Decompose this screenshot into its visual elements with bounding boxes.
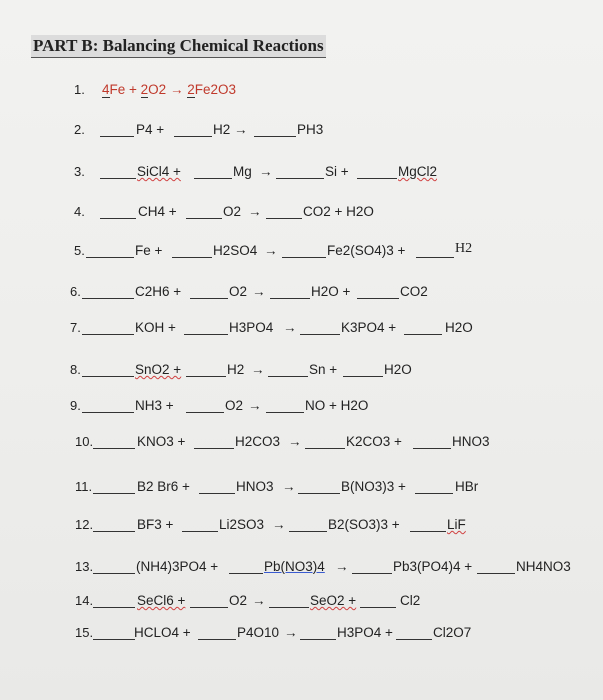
product: B2(SO3)3 + [328, 517, 400, 532]
product: PH3 [297, 122, 324, 137]
coefficient-blank[interactable] [184, 334, 228, 335]
row-number: 3. [74, 164, 85, 179]
coefficient-blank[interactable] [229, 573, 263, 574]
reactant: Li2SO3 [219, 517, 265, 532]
row-number: 7. [70, 320, 81, 335]
product: K2CO3 + [346, 434, 402, 449]
reactant: C2H6 + [135, 284, 182, 299]
row-number: 8. [70, 362, 81, 377]
coefficient-blank[interactable] [82, 298, 134, 299]
product: Cl2O7 [433, 625, 472, 640]
equation-row-13 [0, 559, 603, 579]
coefficient-blank[interactable] [410, 531, 446, 532]
arrow: → [252, 284, 266, 299]
reactant: O2 [229, 593, 248, 608]
row-number: 4. [74, 204, 85, 219]
coefficient-blank[interactable] [82, 412, 134, 413]
coefficient-blank[interactable] [93, 573, 135, 574]
coefficient-blank[interactable] [416, 257, 454, 258]
equation-row-9 [0, 398, 603, 418]
coefficient-blank[interactable] [172, 257, 212, 258]
coefficient-blank[interactable] [190, 607, 228, 608]
product: K3PO4 + [341, 320, 397, 335]
coefficient-blank[interactable] [100, 218, 136, 219]
arrow: → [248, 204, 262, 219]
arrow: → [252, 593, 266, 608]
product: Sn + [309, 362, 338, 377]
reactant: H2 [213, 122, 231, 137]
reactant: KNO3 + [137, 434, 186, 449]
product: CO2 + H2O [303, 204, 374, 219]
coefficient-blank[interactable] [300, 334, 340, 335]
row-number: 1. [74, 82, 85, 97]
product: LiF [447, 517, 466, 532]
row-number: 14. [75, 593, 94, 608]
coefficient-blank[interactable] [93, 607, 135, 608]
reactant: O2 [229, 284, 248, 299]
arrow: → [283, 320, 297, 335]
coefficient-blank[interactable] [270, 298, 310, 299]
coefficient-blank[interactable] [174, 136, 212, 137]
equation-row-3 [0, 164, 603, 184]
row-number: 11. [75, 479, 93, 494]
coefficient-answer[interactable]: 4 [102, 82, 110, 97]
coefficient-blank[interactable] [199, 493, 235, 494]
reactant: KOH + [135, 320, 176, 335]
coefficient-blank[interactable] [477, 573, 515, 574]
reactant: H2CO3 [235, 434, 281, 449]
reactant: O2 [225, 398, 244, 413]
arrow: → [169, 82, 184, 97]
reactant: BF3 + [137, 517, 174, 532]
coefficient-blank[interactable] [300, 639, 336, 640]
row-number: 2. [74, 122, 85, 137]
coefficient-blank[interactable] [276, 178, 324, 179]
reactant: (NH4)3PO4 + [136, 559, 219, 574]
coefficient-blank[interactable] [194, 448, 234, 449]
coefficient-blank[interactable] [186, 218, 222, 219]
reactant: SiCl4 + [137, 164, 181, 179]
reactant: B2 Br6 + [137, 479, 190, 494]
arrow: → [335, 559, 349, 574]
equation-row-8 [0, 362, 603, 382]
coefficient-blank[interactable] [100, 178, 136, 179]
equation-row-1 [0, 82, 603, 102]
coefficient-blank[interactable] [413, 448, 451, 449]
product: H2O + [311, 284, 351, 299]
coefficient-blank[interactable] [93, 531, 135, 532]
equation-row-5 [0, 243, 603, 263]
coefficient-blank[interactable] [93, 448, 135, 449]
reactant: P4O10 [237, 625, 280, 640]
coefficient-blank[interactable] [186, 376, 226, 377]
coefficient-blank[interactable] [186, 412, 224, 413]
row-number: 6. [70, 284, 81, 299]
reactant: Fe + [135, 243, 163, 258]
coefficient-blank[interactable] [266, 412, 304, 413]
product: CO2 [400, 284, 428, 299]
equation-row-10 [0, 434, 603, 454]
reactant: HCLO4 + [134, 625, 191, 640]
reactant: H2 [227, 362, 245, 377]
coefficient-blank[interactable] [289, 531, 327, 532]
coefficient-blank[interactable] [415, 493, 453, 494]
coefficient-blank[interactable] [82, 334, 134, 335]
reactant: Pb(NO3)4 [264, 559, 325, 574]
coefficient-blank[interactable] [282, 257, 326, 258]
coefficient-blank[interactable] [93, 493, 135, 494]
coefficient-blank[interactable] [86, 257, 134, 258]
coefficient-blank[interactable] [298, 493, 340, 494]
arrow: → [259, 164, 273, 179]
reactant: O2 [223, 204, 242, 219]
coefficient-blank[interactable] [182, 531, 218, 532]
equation-row-2 [0, 122, 603, 142]
product: H3PO4 + [337, 625, 393, 640]
row-number: 10. [75, 434, 94, 449]
reactant: P4 + [136, 122, 165, 137]
arrow: → [272, 517, 286, 532]
coefficient-blank[interactable] [305, 448, 345, 449]
product: NH4NO3 [516, 559, 571, 574]
coefficient-blank[interactable] [268, 376, 308, 377]
product: SeO2 + [310, 593, 357, 608]
coefficient-blank[interactable] [190, 298, 228, 299]
arrow: → [282, 479, 296, 494]
equation-row-4 [0, 204, 603, 224]
reactant: Mg [233, 164, 252, 179]
equation-row-6 [0, 284, 603, 304]
product: HBr [455, 479, 479, 494]
arrow: → [251, 362, 265, 377]
reactant: NH3 + [135, 398, 174, 413]
equation-1: 4Fe + 2O2 → 2Fe2O3 [102, 82, 236, 97]
coefficient-blank[interactable] [93, 639, 135, 640]
coefficient-blank[interactable] [82, 376, 134, 377]
arrow: → [234, 122, 248, 137]
coefficient-blank[interactable] [266, 218, 302, 219]
row-number: 5. [74, 243, 85, 258]
row-number: 15. [75, 625, 94, 640]
coefficient-blank[interactable] [352, 573, 392, 574]
product: H2O [384, 362, 412, 377]
arrow: → [288, 434, 302, 449]
coefficient-blank[interactable] [357, 298, 399, 299]
equation-row-7 [0, 320, 603, 340]
product: Si + [325, 164, 349, 179]
product: H2O [445, 320, 473, 335]
product: H2 [455, 241, 473, 256]
coefficient-blank[interactable] [269, 607, 309, 608]
product: NO + H2O [305, 398, 369, 413]
coefficient-blank[interactable] [194, 178, 232, 179]
product: HNO3 [452, 434, 490, 449]
product: MgCl2 [398, 164, 438, 179]
coefficient-blank[interactable] [360, 607, 396, 608]
reactant: SeCl6 + [137, 593, 186, 608]
product: B(NO3)3 + [341, 479, 406, 494]
equation-row-14 [0, 593, 603, 613]
arrow: → [264, 243, 278, 258]
coefficient-blank[interactable] [404, 334, 442, 335]
arrow: → [248, 398, 262, 413]
row-number: 9. [70, 398, 81, 413]
coefficient-blank[interactable] [396, 639, 432, 640]
arrow: → [284, 625, 298, 640]
coefficient-blank[interactable] [198, 639, 236, 640]
product: Cl2 [400, 593, 421, 608]
equation-row-12 [0, 517, 603, 537]
coefficient-blank[interactable] [254, 136, 296, 137]
reactant: HNO3 [236, 479, 274, 494]
coefficient-blank[interactable] [343, 376, 383, 377]
reactant: SnO2 + [135, 362, 182, 377]
equation-row-11 [0, 479, 603, 499]
equation-row-15 [0, 625, 603, 645]
product: Pb3(PO4)4 + [393, 559, 473, 574]
product: Fe2(SO4)3 + [327, 243, 406, 258]
reactant: H3PO4 [229, 320, 274, 335]
reactant: CH4 + [138, 204, 177, 219]
coefficient-answer[interactable]: 2 [140, 82, 149, 97]
row-number: 12. [75, 517, 94, 532]
coefficient-blank[interactable] [357, 178, 397, 179]
page-title: PART B: Balancing Chemical Reactions [31, 35, 326, 58]
coefficient-answer[interactable]: 2 [187, 82, 195, 97]
row-number: 13. [75, 559, 94, 574]
reactant: H2SO4 [213, 243, 258, 258]
